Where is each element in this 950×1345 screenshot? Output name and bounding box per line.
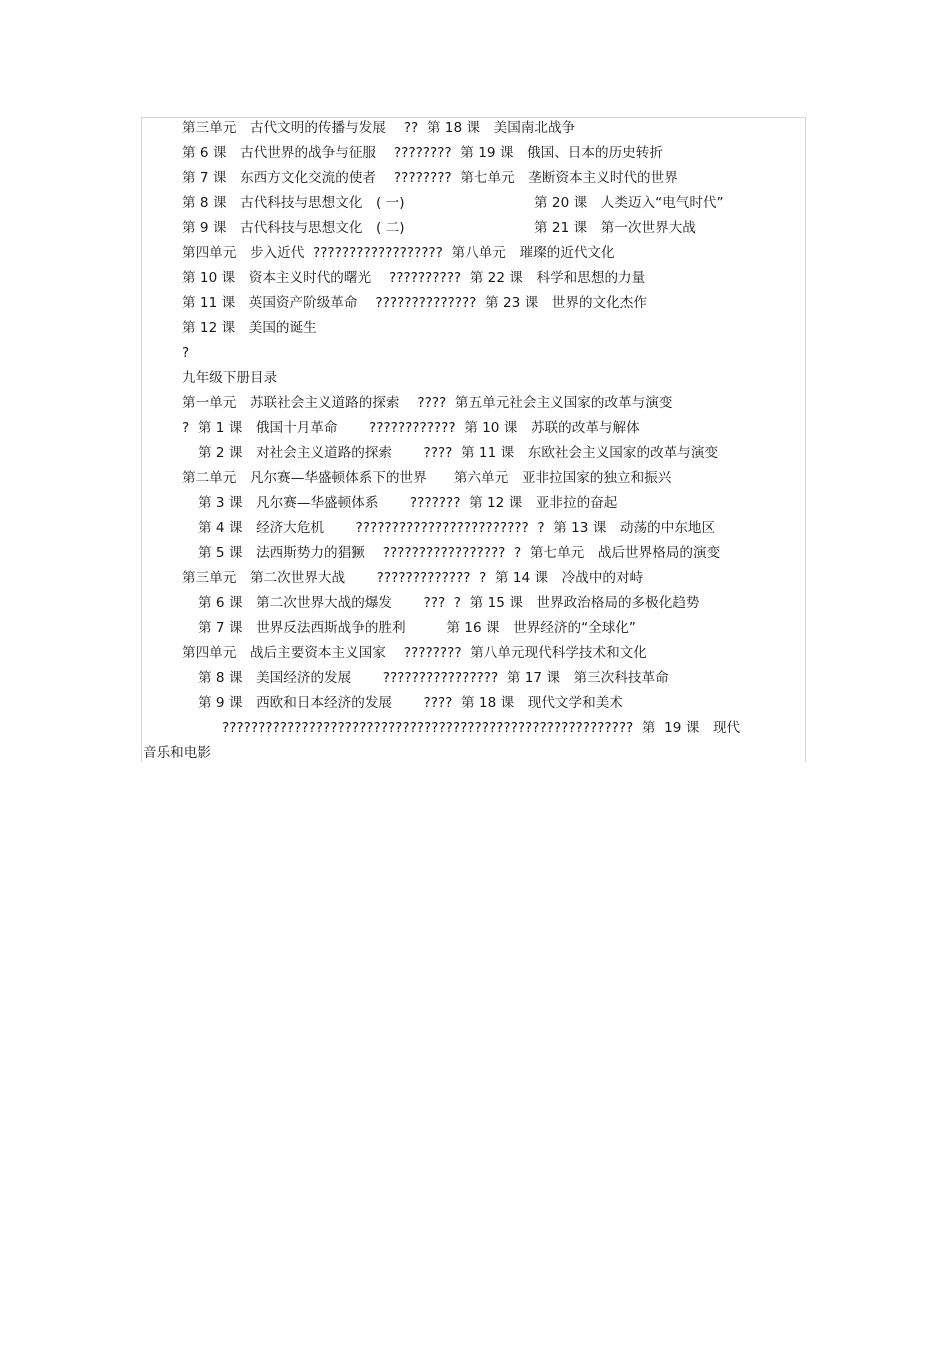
toc-line-g9-lesson-3: 第 3 课 凡尔赛—华盛顿体系 ??????? 第 12 课 亚非拉的奋起 — [198, 495, 618, 511]
toc-line-lesson-12: 第 12 课 美国的诞生 — [182, 320, 317, 336]
toc-line-g9-lesson-5: 第 5 课 法西斯势力的猖獗 ????????????????? ? 第七单元 战后世界格局的演变 — [198, 545, 721, 561]
toc-line-g9-lesson-7: 第 7 课 世界反法西斯战争的胜利 第 16 课 世界经济的“全球化” — [198, 620, 636, 636]
toc-line-g9-lesson-6: 第 6 课 第二次世界大战的爆发 ??? ? 第 15 课 世界政治格局的多极化趋势 — [198, 595, 700, 611]
toc-heading-grade9-vol2: 九年级下册目录 — [182, 370, 278, 386]
toc-line-g9-unit-1: 第一单元 苏联社会主义道路的探索 ???? 第五单元社会主义国家的改革与演变 — [182, 395, 673, 411]
toc-line-g9-lesson-9: 第 9 课 西欧和日本经济的发展 ???? 第 18 课 现代文学和美术 — [198, 695, 623, 711]
toc-line-g9-lesson-19-cont: 音乐和电影 — [143, 745, 211, 761]
toc-line-lesson-6: 第 6 课 古代世界的战争与征服 ???????? 第 19 课 俄国、日本的历史转折 — [182, 145, 663, 161]
toc-line-g9-lesson-4: 第 4 课 经济大危机 ???????????????????????? ? 第 13 课 动荡的中东地区 — [198, 520, 716, 536]
toc-line-lesson-9: 第 9 课 古代科技与思想文化 ( 二) — [182, 220, 405, 236]
toc-line-lesson-20: 第 20 课 人类迈入“电气时代” — [534, 195, 724, 211]
toc-line-unit-3: 第三单元 古代文明的传播与发展 ?? 第 18 课 美国南北战争 — [182, 120, 576, 136]
toc-line-g9-lesson-2: 第 2 课 对社会主义道路的探索 ???? 第 11 课 东欧社会主义国家的改革与演变 — [198, 445, 719, 461]
toc-line-g9-unit-4: 第四单元 战后主要资本主义国家 ???????? 第八单元现代科学技术和文化 — [182, 645, 647, 661]
toc-line-g9-lesson-19: ????????????????????????????????????????????????????????? 第 19 课 现代 — [222, 720, 741, 736]
toc-line-lesson-10: 第 10 课 资本主义时代的曙光 ?????????? 第 22 课 科学和思想的力量 — [182, 270, 646, 286]
toc-line-lesson-8: 第 8 课 古代科技与思想文化 ( 一) — [182, 195, 405, 211]
toc-line-separator: ? — [182, 345, 190, 361]
toc-line-g9-unit-2: 第二单元 凡尔赛—华盛顿体系下的世界 第六单元 亚非拉国家的独立和振兴 — [182, 470, 672, 486]
toc-line-g9-lesson-8: 第 8 课 美国经济的发展 ???????????????? 第 17 课 第三次科技革命 — [198, 670, 669, 686]
toc-line-lesson-11: 第 11 课 英国资产阶级革命 ?????????????? 第 23 课 世界的文化杰作 — [182, 295, 647, 311]
toc-line-lesson-21: 第 21 课 第一次世界大战 — [534, 220, 696, 236]
toc-line-g9-unit-3: 第三单元 第二次世界大战 ????????????? ? 第 14 课 冷战中的对峙 — [182, 570, 644, 586]
toc-line-lesson-7: 第 7 课 东西方文化交流的使者 ???????? 第七单元 垄断资本主义时代的世界 — [182, 170, 678, 186]
toc-line-unit-4: 第四单元 步入近代 ?????????????????? 第八单元 璀璨的近代文化 — [182, 245, 615, 261]
toc-line-g9-lesson-1: ? 第 1 课 俄国十月革命 ???????????? 第 10 课 苏联的改革与解体 — [182, 420, 640, 436]
